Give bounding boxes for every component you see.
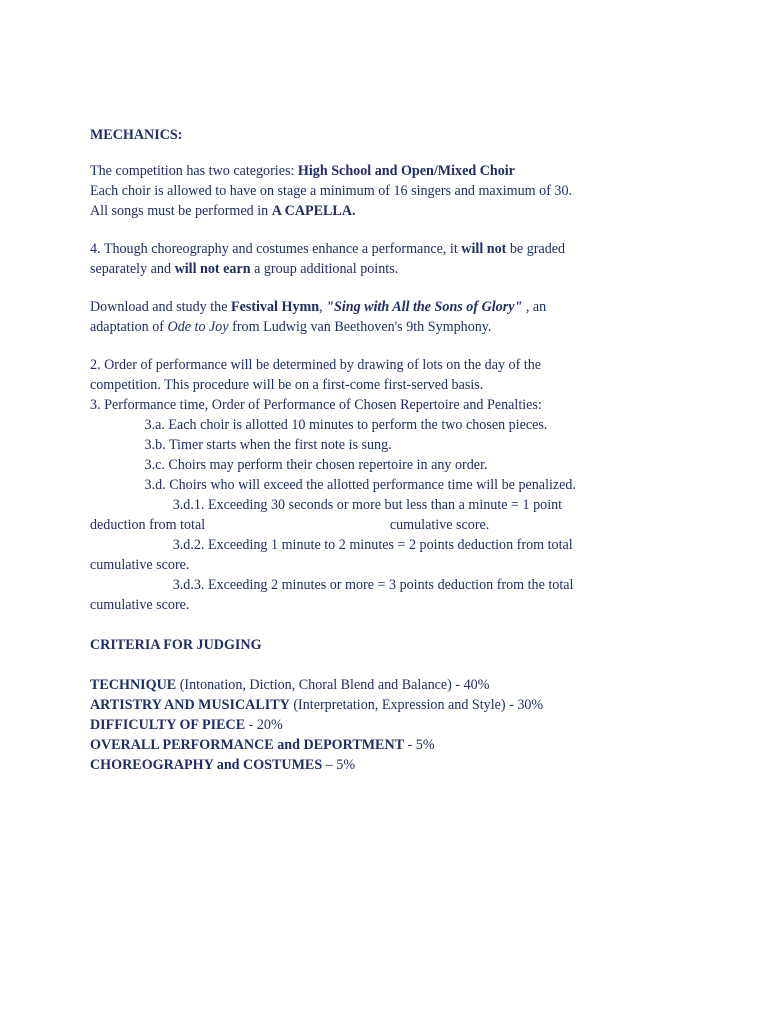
rule-3d3-line-2: cumulative score. [90, 597, 190, 613]
mechanics-heading: MECHANICS: [90, 127, 183, 143]
rule-4-text-b: be graded [506, 241, 566, 257]
rule-3b: 3.b. Timer starts when the first note is sung. [144, 437, 392, 453]
criteria-detail: – 5% [322, 757, 356, 773]
criteria-name: CHOREOGRAPHY and COSTUMES [90, 757, 323, 773]
criteria-detail: - 5% [404, 737, 435, 753]
rule-4-line-1 [90, 239, 654, 259]
criteria-detail: (Interpretation, Expression and Style) - 30% [289, 697, 544, 713]
capella-value: A CAPELLA. [271, 203, 356, 219]
criteria-name: ARTISTRY AND MUSICALITY [90, 697, 290, 713]
criteria-item-artistry [90, 695, 654, 715]
criteria-item-choreography [90, 755, 654, 775]
adaptation-line [90, 317, 654, 337]
criteria-detail: - 20% [245, 717, 283, 733]
categories-line [90, 161, 654, 181]
rule-3d1-line-2 [90, 515, 654, 535]
adaptation-text: adaptation of [90, 319, 168, 335]
criteria-name: DIFFICULTY OF PIECE [90, 717, 246, 733]
rule-4-line-2 [90, 259, 654, 279]
categories-text: The competition has two categories: [90, 163, 298, 179]
document-body [90, 125, 654, 775]
singers-line: Each choir is allowed to have on stage a minimum of 16 singers and maximum of 30. [90, 183, 573, 199]
rule-3d2-line-2: cumulative score. [90, 557, 190, 573]
rule-3c: 3.c. Choirs may perform their chosen repertoire in any order. [144, 457, 488, 473]
hymn-suffix: , an [522, 299, 547, 315]
capella-text: All songs must be performed in [90, 203, 272, 219]
rule-4-text-a: 4. Though choreography and costumes enhance a performance, it [90, 241, 462, 257]
rule-3d2-line-1: 3.d.2. Exceeding 1 minute to 2 minutes = 2 points deduction from total [172, 537, 573, 553]
rule-4-bold-will-not: will not [461, 241, 507, 257]
rule-3d1-line-1: 3.d.1. Exceeding 30 seconds or more but less than a minute = 1 point [172, 497, 563, 513]
festival-hymn-label: Festival Hymn [230, 299, 320, 315]
hymn-comma: , [319, 299, 327, 315]
categories-value: High School and Open/Mixed Choir [297, 163, 515, 179]
rule-3: 3. Performance time, Order of Performance of Chosen Repertoire and Penalties: [90, 397, 542, 413]
criteria-item-performance [90, 735, 654, 755]
rule-3d3-line-1: 3.d.3. Exceeding 2 minutes or more = 3 points deduction from the total [172, 577, 574, 593]
criteria-item-difficulty [90, 715, 654, 735]
criteria-heading: CRITERIA FOR JUDGING [90, 637, 262, 653]
rule-3d: 3.d. Choirs who will exceed the allotted performance time will be penalized. [144, 477, 577, 493]
rule-4-text-d: a group additional points. [250, 261, 399, 277]
rule-3a: 3.a. Each choir is allotted 10 minutes to perform the two chosen pieces. [144, 417, 548, 433]
rule-2-line-2: competition. This procedure will be on a first-come first-served basis. [90, 377, 484, 393]
hymn-title: "Sing with All the Sons of Glory" [326, 299, 523, 315]
criteria-item-technique [90, 675, 654, 695]
adaptation-suffix: from Ludwig van Beethoven's 9th Symphony. [228, 319, 492, 335]
rule-2-line-1: 2. Order of performance will be determined by drawing of lots on the day of the [90, 357, 542, 373]
rule-3d1-text-b: cumulative score. [389, 517, 490, 533]
hymn-text: Download and study the [90, 299, 231, 315]
rule-4-bold-will-not-earn: will not earn [174, 261, 251, 277]
criteria-name: TECHNIQUE [90, 677, 177, 693]
rule-4-text-c: separately and [90, 261, 175, 277]
rule-3d1-text-a: deduction from total [90, 517, 206, 533]
capella-line [90, 201, 654, 221]
criteria-detail: (Intonation, Diction, Choral Blend and Balance) - 40% [176, 677, 490, 693]
ode-to-joy-title: Ode to Joy [167, 319, 229, 335]
hymn-line [90, 297, 654, 317]
criteria-name: OVERALL PERFORMANCE and DEPORTMENT [90, 737, 405, 753]
